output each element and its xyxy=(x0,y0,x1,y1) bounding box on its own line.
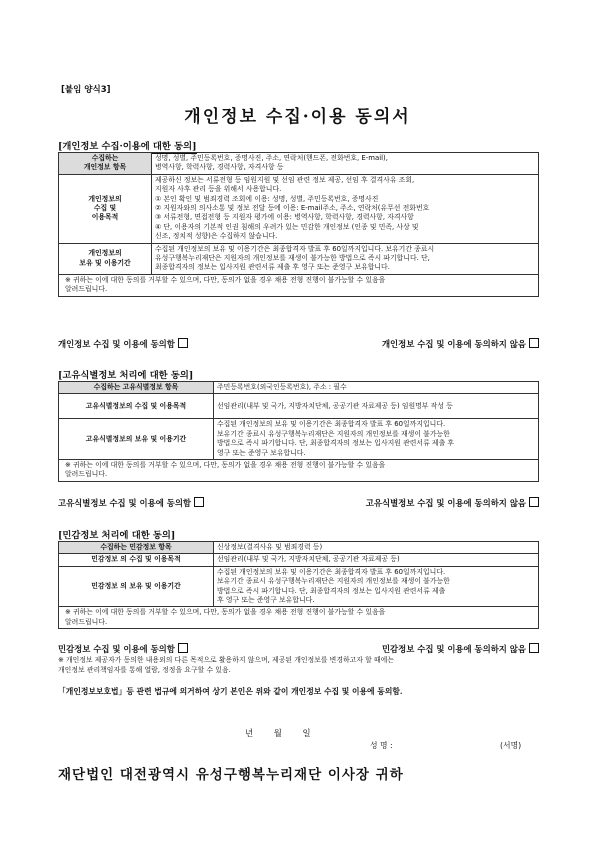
row-content: 선임관리(내부 및 국가, 지방자치단체, 공공기관 자료제공 등) xyxy=(214,554,539,566)
signature-label: 성 명 : xyxy=(370,741,393,750)
section1-consent xyxy=(58,338,539,350)
signature-field[interactable]: (서명) xyxy=(500,741,522,750)
section2-table xyxy=(58,381,539,482)
disagree-option[interactable]: 민감정보 수집 및 이용에 동의하지 않음 xyxy=(382,643,539,655)
row-content: 주민등록번호(외국인등록번호), 주소 : 필수 xyxy=(214,382,539,394)
section3-heading: [민감정보 처리에 대한 동의] xyxy=(58,530,176,541)
agree-checkbox[interactable] xyxy=(178,643,188,653)
disagree-checkbox[interactable] xyxy=(529,497,539,507)
row-label: 민감정보 의 수집 및 이용목적 xyxy=(59,554,214,566)
disagree-checkbox[interactable] xyxy=(529,643,539,653)
section2-consent xyxy=(58,497,539,509)
provision-note: ※ 개인정보 제공자가 동의한 내용외의 다른 목적으로 활용하지 않으며, 제공된 개인정보를 변경하고자 할 때에는 개인정보 관리책임자를 통해 열람, 정정을 요구할 수 있음. xyxy=(58,656,394,674)
table-row xyxy=(59,554,539,566)
table-row xyxy=(59,243,539,274)
row-content: 성명, 성별, 주민등록번호, 증명사진, 주소, 연락처(핸드폰, 전화번호, E-mail), 병역사항, 학력사항, 경력사항, 자격사항 등 xyxy=(152,153,539,175)
agree-option[interactable]: 민감정보 수집 및 이용에 동의함 xyxy=(58,643,188,655)
refusal-note: ※ 귀하는 이에 대한 동의를 거부할 수 있으며, 다만, 동의가 없을 경우 채용 전형 진행이 불가능할 수 있음을 알려드립니다. xyxy=(59,274,539,296)
refusal-note: ※ 귀하는 이에 대한 동의를 거부할 수 있으며, 다만, 동의가 없을 경우 채용 전형 진행이 불가능할 수 있음을 알려드립니다. xyxy=(59,460,539,482)
table-row xyxy=(59,419,539,460)
table-row xyxy=(59,274,539,296)
date-line[interactable]: 년 월 일 xyxy=(245,728,312,738)
refusal-note: ※ 귀하는 이에 대한 동의를 거부할 수 있으며, 다만, 동의가 없을 경우 채용 전형 진행이 불가능할 수 있음을 알려드립니다. xyxy=(59,607,539,629)
row-label: 수집하는 고유식별정보 항목 xyxy=(59,382,214,394)
addressee: 재단법인 대전광역시 유성구행복누리재단 이사장 귀하 xyxy=(58,767,404,783)
table-row xyxy=(59,566,539,607)
section1-table xyxy=(58,152,539,297)
document-title: 개인정보 수집·이용 동의서 xyxy=(184,107,411,127)
row-label: 민감정보 의 보유 및 이용기간 xyxy=(59,566,214,607)
section3-table xyxy=(58,541,539,629)
row-label: 고유식별정보의 보유 및 이용기간 xyxy=(59,419,214,460)
table-row xyxy=(59,394,539,419)
agree-checkbox[interactable] xyxy=(178,338,188,348)
row-label: 수집하는 민감정보 항목 xyxy=(59,542,214,554)
section3-consent xyxy=(58,643,539,655)
table-row xyxy=(59,153,539,175)
agree-checkbox[interactable] xyxy=(194,497,204,507)
row-label: 개인정보의 수집 및 이용목적 xyxy=(59,174,152,243)
row-label: 개인정보의 보유 및 이용기간 xyxy=(59,243,152,274)
section2-heading: [고유식별정보 처리에 대한 동의] xyxy=(58,370,194,381)
row-label: 고유식별정보의 수집 및 이용목적 xyxy=(59,394,214,419)
table-row xyxy=(59,174,539,243)
row-content: 선임관리(내부 및 국가, 지방자치단체, 공공기관 자료제공 등) 임원명부 작성 등 xyxy=(214,394,539,419)
row-content: 수집된 개인정보의 보유 및 이용기간은 최종합격자 발표 후 60일까지입니다. 보유기간 종료시 유성구행복누리재단은 지원자의 개인정보를 재생이 불가능한 방법으로 즉시 파기합니다. 단, 최종합격자의 정보는 입사지원 관련서류 제출 후 영구 또는 준영구 보유합니다. xyxy=(214,419,539,460)
table-row xyxy=(59,382,539,394)
disagree-checkbox[interactable] xyxy=(529,338,539,348)
row-content: 수집된 개인정보의 보유 및 이용기간은 최종합격자 발표 후 60일까지입니다. 보유기간 종료시 유성구행복누리재단은 지원자의 개인정보를 재생이 불가능한 방법으로 즉시 파기합니다. 단, 최종합격자의 정보는 입사지원 관련서류 제출 후 영구 또는 준영구 보유합니다. xyxy=(152,243,539,274)
form-number: [붙임 양식3] xyxy=(61,85,111,95)
row-content: 수집된 개인정보의 보유 및 이용기간은 최종합격자 발표 후 60일까지입니다. 보유기간 종료시 유성구행복누리재단은 지원자의 개인정보를 재생이 불가능한 방법으로 즉시 파기합니다. 단, 최종합격자의 정보는 입사지원 관련서류 제출 후 영구 또는 준영구 보유합니다. xyxy=(214,566,539,607)
table-row xyxy=(59,542,539,554)
table-row xyxy=(59,607,539,629)
table-row xyxy=(59,460,539,482)
declaration: 「개인정보보호법」등 관련 법규에 의거하여 상기 본인은 위와 같이 개인정보 수집 및 이용에 동의함. xyxy=(58,687,403,696)
row-content: 신상정보(결격사유 및 범죄경력 등) xyxy=(214,542,539,554)
agree-option[interactable]: 고유식별정보 수집 및 이용에 동의함 xyxy=(58,497,204,509)
agree-option[interactable]: 개인정보 수집 및 이용에 동의함 xyxy=(58,338,188,350)
disagree-option[interactable]: 개인정보 수집 및 이용에 동의하지 않음 xyxy=(382,338,539,350)
disagree-option[interactable]: 고유식별정보 수집 및 이용에 동의하지 않음 xyxy=(366,497,539,509)
row-content: 제공하신 정보는 서류전형 등 임원지원 및 선임 관련 정보 제공, 선임 후 결격사유 조회, 지원자 사후 관리 등을 위해서 사용합니다. ① 본인 확인 및 범죄경력 조회에 이용: 성명, 성별, 주민등록번호, 증명사진 ② 지원자와의 의사소통 및 정보 전달 등에 이용: E-mail주소, 주소, 연락처(유무선 전화번호 ③ 서류전형, 면접전형 등 지원자 평가에 이용: 병역사항, 학력사항, 경력사항, 자격사항 ④ 단, 이용자의 기본적 인권 침해의 우려가 있는 민감한 개인정보 (인종 및 민족, 사상 및 신조, 정치적 성향)은 수집하지 않습니다. xyxy=(152,174,539,243)
row-label: 수집하는 개인정보 항목 xyxy=(59,153,152,175)
section1-heading: [개인정보 수집·이용에 대한 동의] xyxy=(58,141,197,152)
